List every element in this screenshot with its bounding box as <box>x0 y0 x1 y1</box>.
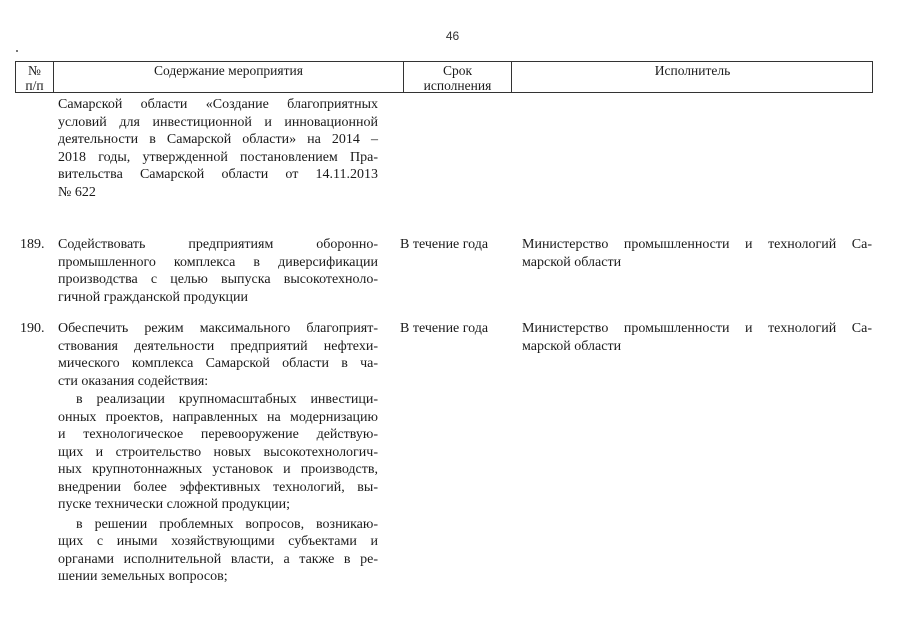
text-line: сти оказания содействия: <box>58 373 209 389</box>
header-term-column <box>404 62 512 92</box>
text-line: мического комплекса Самарской области в ча- <box>58 356 378 371</box>
text-line: производства с целью выпуска высокотехноло- <box>58 272 378 287</box>
text-line: и технологическое перевооружение действую- <box>58 427 378 442</box>
header-number-line2: п/п <box>25 78 44 93</box>
text-line: условий для инвестиционной и инновационной <box>58 114 378 130</box>
row-189-term: В течение года <box>400 237 489 252</box>
sub-paragraph-investment <box>58 391 378 514</box>
header-content-label: Содержание мероприятия <box>154 63 303 78</box>
text-line: внедрении более эффективных технологий, вы- <box>58 479 378 495</box>
text-line: 2018 годы, утвержденной постановлением Пра- <box>58 149 378 165</box>
text-line: щих и строительство новых высокотехнологич- <box>58 444 378 460</box>
text-line: Министерство промышленности и технологий Са- <box>522 237 872 252</box>
text-line: Министерство промышленности и технологий Са- <box>522 321 872 336</box>
header-executor-column <box>512 62 873 92</box>
table-header <box>15 61 873 93</box>
row-190-number: 190. <box>20 321 45 336</box>
header-number-column <box>16 62 54 92</box>
text-line: ных крупнотоннажных установок и производств, <box>58 462 378 477</box>
text-line: № 622 <box>58 184 96 200</box>
text-line: пуске технически сложной продукции; <box>58 497 291 512</box>
sub-paragraph-problems <box>58 516 378 586</box>
header-executor-label: Исполнитель <box>654 63 731 78</box>
text-line: Содействовать предприятиям оборонно- <box>58 237 378 252</box>
text-line: гичной гражданской продукции <box>58 289 249 305</box>
page-number: 46 <box>445 29 460 43</box>
text-line: ствования деятельности предприятий нефтехи- <box>58 338 378 354</box>
text-line: промышленного комплекса в диверсификации <box>58 254 378 270</box>
text-line: марской области <box>522 338 622 354</box>
row-190-term: В течение года <box>400 321 489 336</box>
header-number-line1: № <box>28 63 41 78</box>
text-line: вительства Самарской области от 14.11.2013 <box>58 167 378 182</box>
text-line: в реализации крупномасштабных инвестици- <box>76 392 378 407</box>
continuation-text <box>58 96 378 201</box>
text-line: щих с иными хозяйствующими субъектами и <box>58 534 378 549</box>
text-line: органами исполнительной власти, а также в ре- <box>58 551 378 567</box>
margin-mark <box>16 50 18 52</box>
row-190-content <box>58 320 378 586</box>
header-term-line2: исполнения <box>423 78 492 93</box>
text-line: марской области <box>522 254 622 270</box>
header-content-column <box>54 62 404 92</box>
text-line: в решении проблемных вопросов, возникаю- <box>76 516 378 532</box>
header-term-line1: Срок <box>442 63 473 78</box>
row-189-content <box>58 236 378 306</box>
row-189-executor <box>522 236 872 271</box>
row-189-number: 189. <box>20 237 45 252</box>
text-line: онных проектов, направленных на модернизацию <box>58 409 378 425</box>
text-line: деятельности в Самарской области» на 2014 – <box>58 132 378 147</box>
text-line: шении земельных вопросов; <box>58 569 228 584</box>
row-190-executor <box>522 320 872 355</box>
text-line: Самарской области «Создание благоприятных <box>58 97 378 112</box>
text-line: Обеспечить режим максимального благоприят- <box>58 321 378 336</box>
